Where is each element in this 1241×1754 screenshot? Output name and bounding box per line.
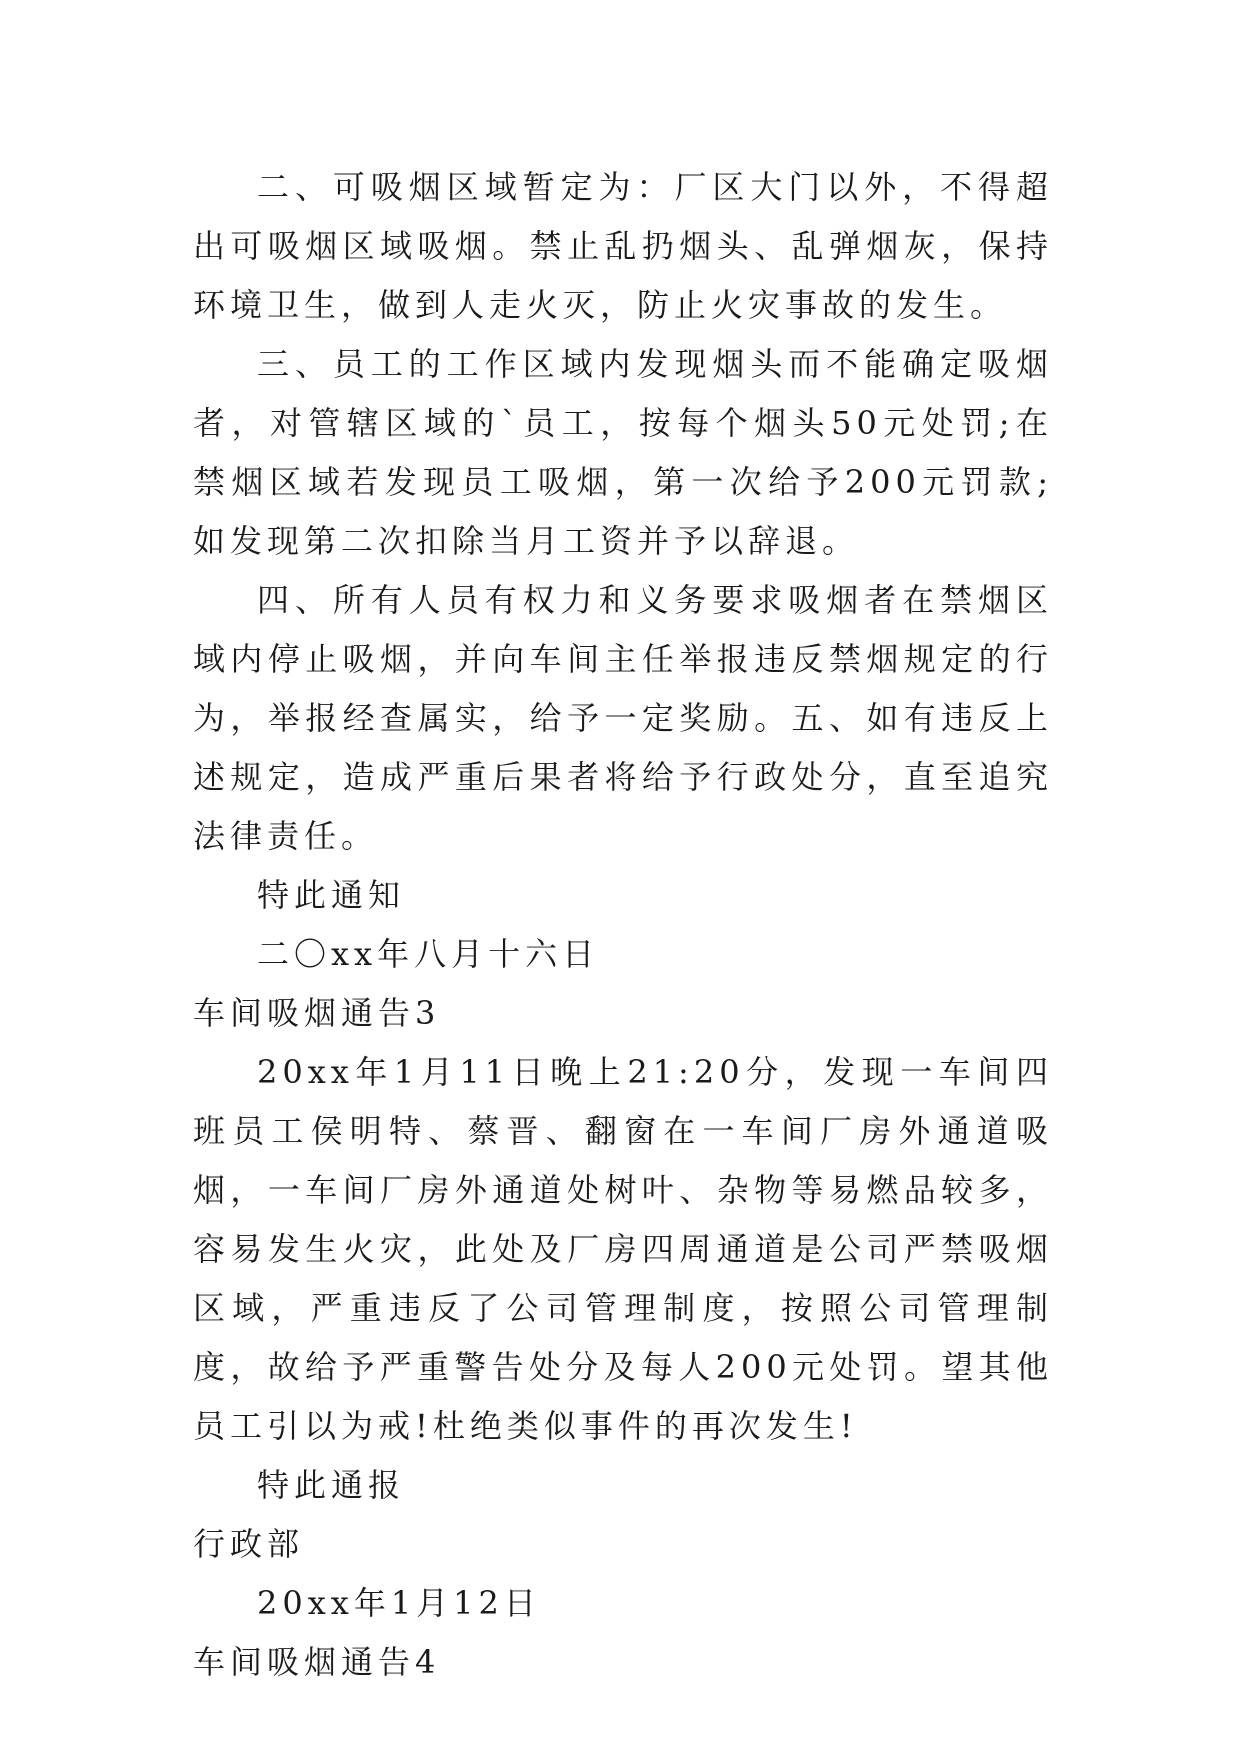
paragraph-incident-report: 20xx年1月11日晚上21:20分，发现一车间四班员工侯明特、蔡晋、翻窗在一车间厂房外通道吸烟，一车间厂房外通道处树叶、杂物等易燃品较多，容易发生火灾，此处及厂房四周通道是公司严禁吸烟区域，严重违反了公司管理制度，按照公司管理制度，故给予严重警告处分及每人200元处罚。望其他员工引以为戒!杜绝类似事件的再次发生! (193, 1053, 1053, 1445)
report-date: 20xx年1月12日 (257, 1584, 541, 1622)
paragraph-penalty-rules: 三、员工的工作区域内发现烟头而不能确定吸烟者，对管辖区域的`员工，按每个烟头50元处罚;在禁烟区域若发现员工吸烟，第一次给予200元罚款;如发现第二次扣除当月工资并予以辞退。 (193, 345, 1053, 560)
notice-date: 二〇xx年八月十六日 (257, 935, 600, 973)
issuing-department: 行政部 (193, 1525, 305, 1563)
notice-closing: 特此通知 (257, 876, 406, 914)
document-body (193, 158, 1053, 1692)
section-heading-3: 车间吸烟通告3 (193, 994, 441, 1032)
paragraph-reporting-rights: 四、所有人员有权力和义务要求吸烟者在禁烟区域内停止吸烟，并向车间主任举报违反禁烟规定的行为，举报经查属实，给予一定奖励。五、如有违反上述规定，造成严重后果者将给予行政处分，直至追究法律责任。 (193, 581, 1053, 855)
report-closing: 特此通报 (257, 1466, 406, 1504)
paragraph-smoking-area: 二、可吸烟区域暂定为：厂区大门以外，不得超出可吸烟区域吸烟。禁止乱扔烟头、乱弹烟灰，保持环境卫生，做到人走火灭，防止火灾事故的发生。 (193, 168, 1053, 324)
section-heading-4: 车间吸烟通告4 (193, 1643, 441, 1681)
